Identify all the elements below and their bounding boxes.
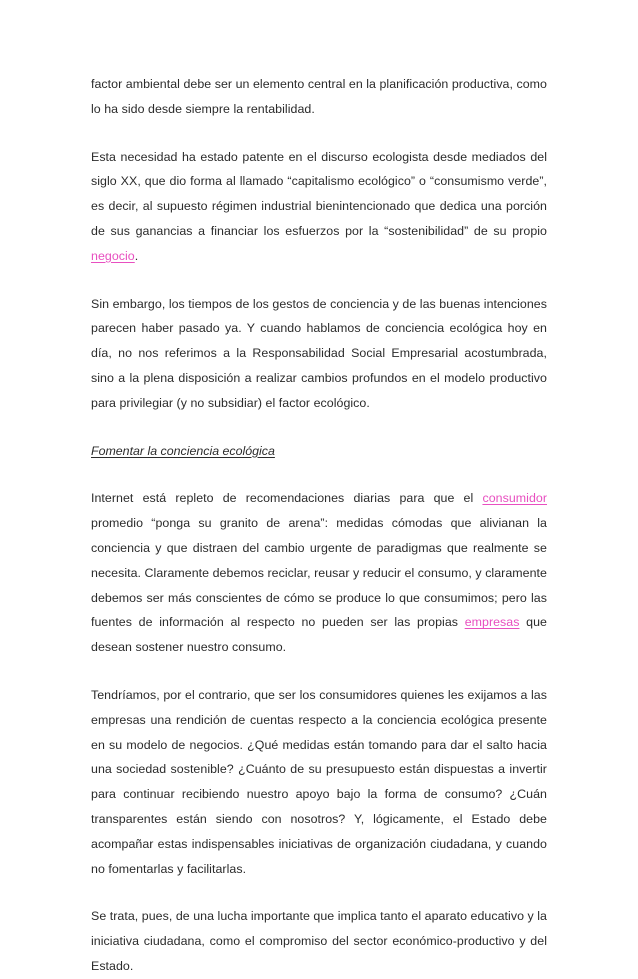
paragraph-rentabilidad [91,72,547,122]
link-empresas[interactable]: empresas [464,615,520,630]
paragraph-text-end: que desean sostener nuestro consumo. [91,615,547,655]
paragraph-sin-embargo [91,292,547,416]
section-heading: Fomentar la conciencia ecológica [91,443,275,458]
paragraph-text-end: . [134,248,139,263]
paragraph-text: Esta necesidad ha estado patente en el discurso ecologista desde mediados del siglo XX, que dio forma al llamado “capitalismo ecológico” o “consumismo verde”, es decir, al supuesto régimen industrial bienintencionado que dedica una porción de sus ganancias a financiar los esfuerzos por la “sostenibilidad” de su propio [91,149,547,238]
paragraph-text: Sin embargo, los tiempos de los gestos de conciencia y de las buenas intenciones parecen haber pasado ya. Y cuando hablamos de conciencia ecológica hoy en día, no nos referimos a la Responsabilidad Social Empresarial acostumbrada, sino a la plena disposición a realizar cambios profundos en el modelo productivo para privilegiar (y no subsidiar) el factor ecológico. [91,296,547,410]
paragraph-text: factor ambiental debe ser un elemento central en la planificación productiva, como lo ha sido desde siempre la rentabilidad. [91,77,547,116]
paragraph-capitalismo-ecologico [91,145,547,269]
link-consumidor[interactable]: consumidor [482,491,547,506]
paragraph-text-middle: promedio “ponga su granito de arena”: medidas cómodas que alivianan la conciencia y que distraen del cambio urgente de paradigmas que realmente se necesita. Claramente debemos reciclar, reusar y reducir el consumo, y claramente debemos ser más conscientes de cómo se produce lo que consumimos; pero las fuentes de información al respecto no pueden ser las propias [91,516,547,630]
paragraph-internet [91,486,547,660]
paragraph-text: Internet está repleto de recomendaciones diarias para que el [91,491,483,506]
link-negocio[interactable]: negocio [91,248,135,263]
paragraph-tendriamos: Tendríamos, por el contrario, que ser los consumidores quienes les exijamos a las empresas una rendición de cuentas respecto a la conciencia ecológica presente en su modelo de negocios. ¿Qué medidas están tomando para dar el salto hacia una sociedad sostenible? ¿Cuánto de su presupuesto están dispuestas a invertir para continuar recibiendo nuestro apoyo bajo la forma de consumo? ¿Cuán transparentes están siendo con nosotros? Y, lógicamente, el Estado debe acompañar estas indispensables iniciativas de organización ciudadana, y cuando no fomentarlas y facilitarlas. [91,687,547,876]
paragraph-se-trata: Se trata, pues, de una lucha importante que implica tanto el aparato educativo y la iniciativa ciudadana, como el compromiso del sector económico-productivo y del Estado. [91,909,548,973]
